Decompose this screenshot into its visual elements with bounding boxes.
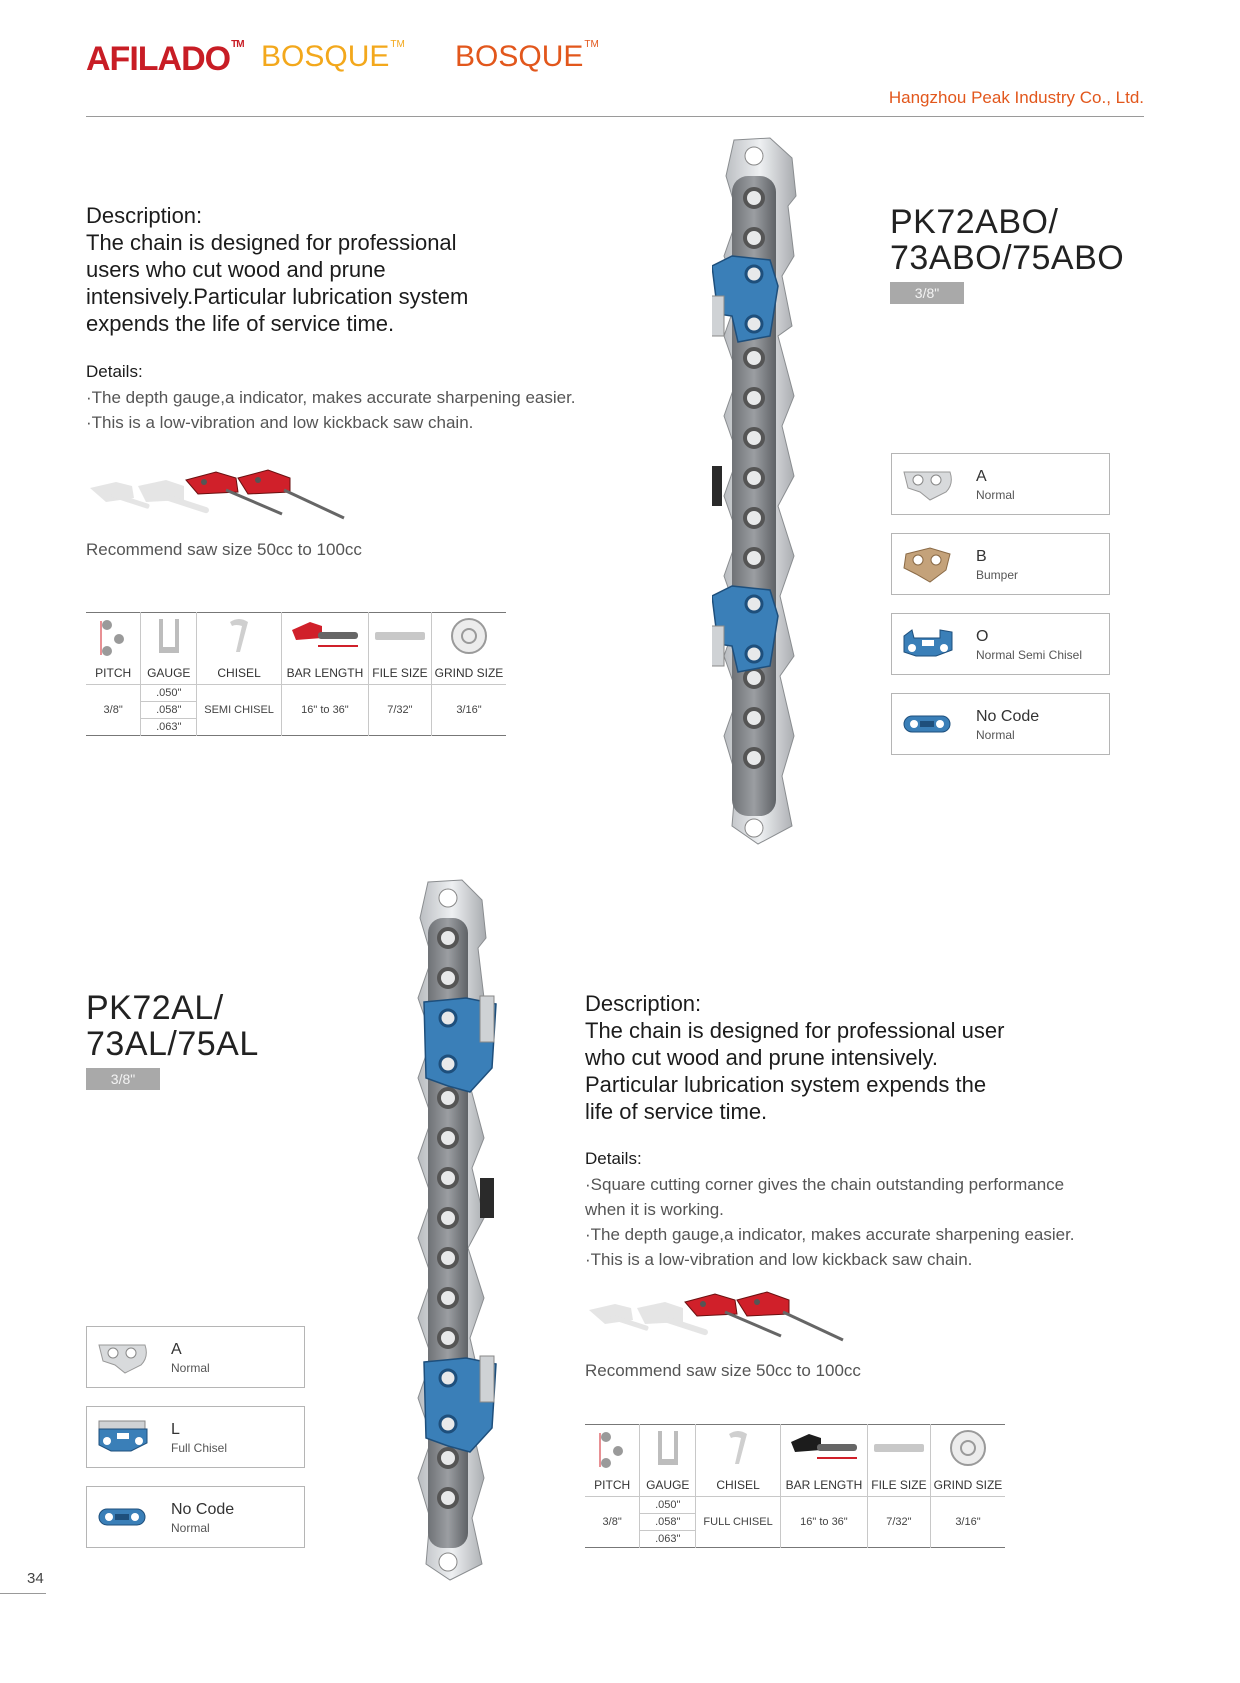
- header-bar-length: BAR LENGTH: [281, 663, 368, 685]
- option-code: L: [171, 1421, 180, 1438]
- header-grind-size: GRIND SIZE: [930, 1475, 1005, 1497]
- option-code: A: [976, 468, 987, 485]
- product-code-line: PK72AL/: [86, 989, 224, 1027]
- description-line: expends the life of service time.: [86, 311, 395, 336]
- header-divider: [86, 116, 1144, 117]
- details-label: Details:: [585, 1149, 642, 1168]
- value-chisel: FULL CHISEL: [696, 1497, 781, 1548]
- chisel-icon: [696, 1425, 781, 1475]
- header-grind-size: GRIND SIZE: [431, 663, 506, 685]
- header-pitch: PITCH: [594, 1478, 631, 1493]
- value-grind-size: 3/16": [930, 1497, 1005, 1548]
- product-code-line: 73AL/75AL: [86, 1025, 259, 1063]
- product1-details: [86, 362, 646, 435]
- header-pitch: PITCH: [95, 666, 132, 681]
- semi-chisel-link-icon: [900, 624, 954, 664]
- product2-code: [86, 990, 259, 1090]
- product1-code: [890, 204, 1124, 304]
- header-file-size: FILE SIZE: [368, 663, 431, 685]
- value-pitch: 3/8": [86, 685, 141, 736]
- header-chisel: CHISEL: [696, 1475, 781, 1497]
- bar-length-icon: [281, 613, 368, 663]
- value-gauge: .058": [141, 702, 197, 719]
- option-name: Normal: [171, 1361, 210, 1375]
- value-file-size: 7/32": [368, 685, 431, 736]
- chisel-icon: [197, 613, 282, 663]
- company-name: Hangzhou Peak Industry Co., Ltd.: [888, 88, 1144, 107]
- recommend-saw-size: Recommend saw size 50cc to 100cc: [86, 540, 362, 559]
- drive-link-bumper-icon: [900, 544, 954, 584]
- option-code: No Code: [171, 1501, 235, 1518]
- option-a-normal: [891, 453, 1110, 515]
- option-name: Bumper: [976, 568, 1019, 582]
- description-line: life of service time.: [585, 1099, 768, 1124]
- bosque-logo-leaf: BOSQUE™: [455, 39, 599, 73]
- page-number-rule: [0, 1593, 46, 1594]
- option-no-code-normal: [891, 693, 1110, 755]
- description-line: Particular lubrication system expends the: [585, 1072, 987, 1097]
- product2-description: [585, 990, 1045, 1125]
- option-b-bumper: [891, 533, 1110, 595]
- option-code: B: [976, 548, 987, 565]
- bosque-logo-sun: BOSQUE™: [261, 39, 405, 73]
- option-name: Normal Semi Chisel: [976, 648, 1083, 662]
- value-gauge: .058": [640, 1514, 696, 1531]
- spec-table: [585, 1424, 1005, 1548]
- saw-chain-image: [406, 878, 510, 1584]
- detail-line: ·This is a low-vibration and low kickback saw chain.: [86, 413, 474, 432]
- blue-tie-strap-icon: [95, 1497, 149, 1537]
- file-size-icon: [867, 1425, 930, 1475]
- header-gauge: GAUGE: [141, 663, 197, 685]
- details-label: Details:: [86, 362, 143, 381]
- option-name: Full Chisel: [171, 1441, 228, 1455]
- pitch-badge: 3/8": [890, 282, 964, 304]
- option-a-normal: [86, 1326, 305, 1388]
- gauge-icon: [141, 613, 197, 663]
- header-file-size: FILE SIZE: [867, 1475, 930, 1497]
- product2-details: [585, 1149, 1145, 1272]
- option-code: A: [171, 1341, 182, 1358]
- spec-table: [86, 612, 506, 736]
- blue-tie-strap-icon: [900, 704, 954, 744]
- pitch-badge: 3/8": [86, 1068, 160, 1090]
- drive-link-normal-icon: [95, 1337, 149, 1377]
- header-chisel: CHISEL: [197, 663, 282, 685]
- option-name: Normal: [976, 488, 1015, 502]
- afilado-logo: AFILADO™: [86, 39, 244, 78]
- value-gauge: .050": [640, 1497, 696, 1514]
- product-code-line: 73ABO/75ABO: [890, 239, 1125, 277]
- gauge-icon: [640, 1425, 696, 1475]
- grind-size-icon: [431, 613, 506, 663]
- pitch-icon: [86, 613, 141, 663]
- full-chisel-link-icon: [95, 1417, 149, 1457]
- option-name: Normal: [976, 728, 1015, 742]
- product1-description: [86, 202, 526, 337]
- option-l-full-chisel: [86, 1406, 305, 1468]
- description-label: Description:: [585, 991, 702, 1016]
- value-grind-size: 3/16": [431, 685, 506, 736]
- description-label: Description:: [86, 203, 203, 228]
- header-gauge: GAUGE: [640, 1475, 696, 1497]
- description-line: intensively.Particular lubrication system: [86, 284, 469, 309]
- product-code-line: PK72ABO/: [890, 203, 1059, 241]
- header-bar-length: BAR LENGTH: [780, 1475, 867, 1497]
- detail-line: ·The depth gauge,a indicator, makes accurate sharpening easier.: [86, 388, 576, 407]
- description-line: users who cut wood and prune: [86, 257, 386, 282]
- description-line: The chain is designed for professional user: [585, 1018, 1005, 1043]
- detail-line: ·Square cutting corner gives the chain outstanding performance: [585, 1175, 1065, 1194]
- grind-size-icon: [930, 1425, 1005, 1475]
- value-chisel: SEMI CHISEL: [197, 685, 282, 736]
- value-gauge: .063": [640, 1531, 696, 1548]
- description-line: The chain is designed for professional: [86, 230, 457, 255]
- value-gauge: .063": [141, 719, 197, 736]
- detail-line: ·The depth gauge,a indicator, makes accurate sharpening easier.: [585, 1225, 1075, 1244]
- description-line: who cut wood and prune intensively.: [585, 1045, 939, 1070]
- chainsaw-size-icon: [86, 468, 346, 532]
- file-size-icon: [368, 613, 431, 663]
- option-code: No Code: [976, 708, 1040, 725]
- detail-line: when it is working.: [585, 1200, 724, 1219]
- bar-length-icon: [780, 1425, 867, 1475]
- drive-link-normal-icon: [900, 464, 954, 504]
- pitch-icon: [585, 1425, 640, 1475]
- value-pitch: 3/8": [585, 1497, 640, 1548]
- value-gauge: .050": [141, 685, 197, 702]
- option-code: O: [976, 628, 989, 645]
- value-file-size: 7/32": [867, 1497, 930, 1548]
- recommend-saw-size: Recommend saw size 50cc to 100cc: [585, 1361, 861, 1380]
- detail-line: ·This is a low-vibration and low kickback saw chain.: [585, 1250, 973, 1269]
- option-no-code-normal: [86, 1486, 305, 1548]
- option-o-semi-chisel: [891, 613, 1110, 675]
- saw-chain-image: [712, 136, 828, 848]
- page-number: 34: [27, 1570, 44, 1587]
- value-bar-length: 16" to 36": [281, 685, 368, 736]
- option-name: Normal: [171, 1521, 210, 1535]
- chainsaw-size-icon: [585, 1290, 845, 1354]
- value-bar-length: 16" to 36": [780, 1497, 867, 1548]
